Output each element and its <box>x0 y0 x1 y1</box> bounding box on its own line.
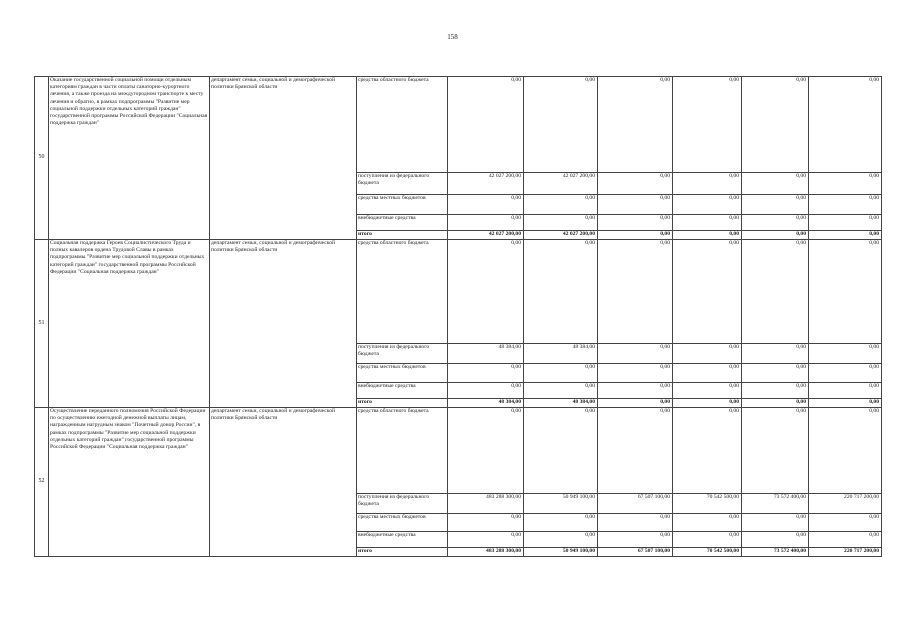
amount-cell: 0,00 <box>742 215 809 231</box>
amount-cell: 0,00 <box>448 364 524 383</box>
funding-source: средства местных бюджетов <box>357 195 448 215</box>
row-number: 51 <box>35 240 49 408</box>
funding-source: средства областного бюджета <box>357 77 448 173</box>
amount-cell: 67 507 100,00 <box>598 494 673 514</box>
amount-cell: 0,00 <box>598 344 673 364</box>
amount-cell: 48 384,00 <box>448 344 524 364</box>
funding-source: внебюджетные средства <box>357 215 448 231</box>
amount-cell: 67 507 100,00 <box>598 548 673 557</box>
amount-cell: 42 027 200,00 <box>448 231 524 240</box>
amount-cell: 70 542 500,00 <box>673 494 742 514</box>
table-body <box>35 77 882 557</box>
amount-cell: 0,00 <box>448 240 524 344</box>
amount-cell: 0,00 <box>673 383 742 399</box>
amount-cell: 0,00 <box>448 514 524 532</box>
amount-cell: 0,00 <box>673 77 742 173</box>
amount-cell: 0,00 <box>598 77 673 173</box>
amount-cell: 0,00 <box>673 399 742 408</box>
funding-source: средства областного бюджета <box>357 240 448 344</box>
amount-cell: 0,00 <box>742 344 809 364</box>
amount-cell: 0,00 <box>673 344 742 364</box>
amount-cell: 50 949 100,00 <box>524 548 598 557</box>
funding-source: средства местных бюджетов <box>357 364 448 383</box>
funding-source: внебюджетные средства <box>357 532 448 548</box>
amount-cell: 0,00 <box>742 532 809 548</box>
amount-cell: 0,00 <box>448 195 524 215</box>
executor: департамент семьи, социальной и демографической политики Брянской области <box>210 240 357 408</box>
amount-cell: 0,00 <box>742 173 809 195</box>
measure-description: Осуществление переданного полномочия Российской Федерации по осуществлению ежегодной денежной выплаты лицам, награжденным нагрудным знаком "Почетный донор России", в рамках подпрограммы "Развитие мер социальной поддержки отдельных категорий граждан" государственной программы Российской Федерации "Социальная поддержка граждан" <box>49 408 210 557</box>
amount-cell: 0,00 <box>524 532 598 548</box>
amount-cell: 0,00 <box>809 399 882 408</box>
amount-cell: 0,00 <box>598 231 673 240</box>
amount-cell: 0,00 <box>809 173 882 195</box>
amount-cell: 220 717 200,00 <box>809 548 882 557</box>
amount-cell: 0,00 <box>742 195 809 215</box>
amount-cell: 0,00 <box>598 383 673 399</box>
amount-cell: 0,00 <box>742 77 809 173</box>
amount-cell: 0,00 <box>598 408 673 494</box>
measure-description: Социальная поддержка Героев Социалистического Труда и полных кавалеров ордена Трудовой Славы в рамках подпрограммы "Развитие мер социальной поддержки отдельных категорий граждан" государственной программы Российской Федерации "Социальная поддержка граждан" <box>49 240 210 408</box>
table-row <box>35 77 882 173</box>
amount-cell: 0,00 <box>598 173 673 195</box>
page-number: 158 <box>447 33 458 41</box>
amount-cell: 0,00 <box>742 383 809 399</box>
amount-cell: 0,00 <box>448 408 524 494</box>
amount-cell: 0,00 <box>809 532 882 548</box>
funding-source: поступления из федерального бюджета <box>357 344 448 364</box>
amount-cell: 0,00 <box>598 195 673 215</box>
amount-cell: 50 949 100,00 <box>524 494 598 514</box>
executor: департамент семьи, социальной и демографической политики Брянской области <box>210 77 357 240</box>
table-row <box>35 408 882 494</box>
measure-description: Оказание государственной социальной помощи отдельным категориям граждан в части оплаты санаторно-курортного лечения, а также проезда на междугородном транспорте к месту лечения и обратно, в рамках подпрограммы "Развитие мер социальной поддержки отдельных категорий граждан" государственной программы Российской Федерации "Социальная поддержка граждан" <box>49 77 210 240</box>
amount-cell: 0,00 <box>742 364 809 383</box>
table-row <box>35 240 882 344</box>
amount-cell: 483 288 300,00 <box>448 494 524 514</box>
row-number: 50 <box>35 77 49 240</box>
amount-cell: 48 384,00 <box>524 399 598 408</box>
amount-cell: 0,00 <box>524 364 598 383</box>
amount-cell: 0,00 <box>809 77 882 173</box>
amount-cell: 0,00 <box>448 215 524 231</box>
amount-cell: 0,00 <box>809 344 882 364</box>
funding-source: средства местных бюджетов <box>357 514 448 532</box>
amount-cell: 0,00 <box>809 215 882 231</box>
amount-cell: 42 027 200,00 <box>524 231 598 240</box>
funding-source: внебюджетные средства <box>357 383 448 399</box>
executor: департамент семьи, социальной и демографической политики Брянской области <box>210 408 357 557</box>
amount-cell: 0,00 <box>809 408 882 494</box>
amount-cell: 0,00 <box>524 77 598 173</box>
amount-cell: 0,00 <box>742 231 809 240</box>
amount-cell: 0,00 <box>809 364 882 383</box>
amount-cell: 0,00 <box>448 77 524 173</box>
amount-cell: 0,00 <box>448 383 524 399</box>
amount-cell: 0,00 <box>524 240 598 344</box>
amount-cell: 0,00 <box>809 240 882 344</box>
amount-cell: 48 384,00 <box>524 344 598 364</box>
amount-cell: 42 027 200,00 <box>524 173 598 195</box>
budget-table <box>34 76 882 557</box>
amount-cell: 0,00 <box>673 173 742 195</box>
amount-cell: 73 572 400,00 <box>742 548 809 557</box>
amount-cell: 0,00 <box>673 231 742 240</box>
funding-source: итого <box>357 231 448 240</box>
amount-cell: 0,00 <box>809 383 882 399</box>
amount-cell: 0,00 <box>673 215 742 231</box>
amount-cell: 0,00 <box>742 408 809 494</box>
amount-cell: 0,00 <box>809 514 882 532</box>
amount-cell: 483 288 300,00 <box>448 548 524 557</box>
amount-cell: 0,00 <box>673 240 742 344</box>
amount-cell: 0,00 <box>742 399 809 408</box>
funding-source: итого <box>357 399 448 408</box>
funding-source: поступления из федерального бюджета <box>357 494 448 514</box>
amount-cell: 0,00 <box>524 383 598 399</box>
amount-cell: 0,00 <box>598 364 673 383</box>
amount-cell: 0,00 <box>524 514 598 532</box>
amount-cell: 0,00 <box>809 231 882 240</box>
funding-source: средства областного бюджета <box>357 408 448 494</box>
funding-source: поступления из федерального бюджета <box>357 173 448 195</box>
amount-cell: 0,00 <box>809 195 882 215</box>
amount-cell: 0,00 <box>448 532 524 548</box>
amount-cell: 70 542 500,00 <box>673 548 742 557</box>
funding-source: итого <box>357 548 448 557</box>
amount-cell: 0,00 <box>673 514 742 532</box>
amount-cell: 220 717 200,00 <box>809 494 882 514</box>
row-number: 52 <box>35 408 49 557</box>
amount-cell: 48 384,00 <box>448 399 524 408</box>
amount-cell: 42 027 200,00 <box>448 173 524 195</box>
amount-cell: 0,00 <box>598 399 673 408</box>
amount-cell: 0,00 <box>598 215 673 231</box>
amount-cell: 0,00 <box>524 408 598 494</box>
amount-cell: 0,00 <box>673 532 742 548</box>
amount-cell: 0,00 <box>598 532 673 548</box>
amount-cell: 0,00 <box>524 215 598 231</box>
amount-cell: 73 572 400,00 <box>742 494 809 514</box>
amount-cell: 0,00 <box>673 195 742 215</box>
amount-cell: 0,00 <box>524 195 598 215</box>
amount-cell: 0,00 <box>673 364 742 383</box>
amount-cell: 0,00 <box>742 514 809 532</box>
amount-cell: 0,00 <box>673 408 742 494</box>
amount-cell: 0,00 <box>598 514 673 532</box>
amount-cell: 0,00 <box>598 240 673 344</box>
amount-cell: 0,00 <box>742 240 809 344</box>
